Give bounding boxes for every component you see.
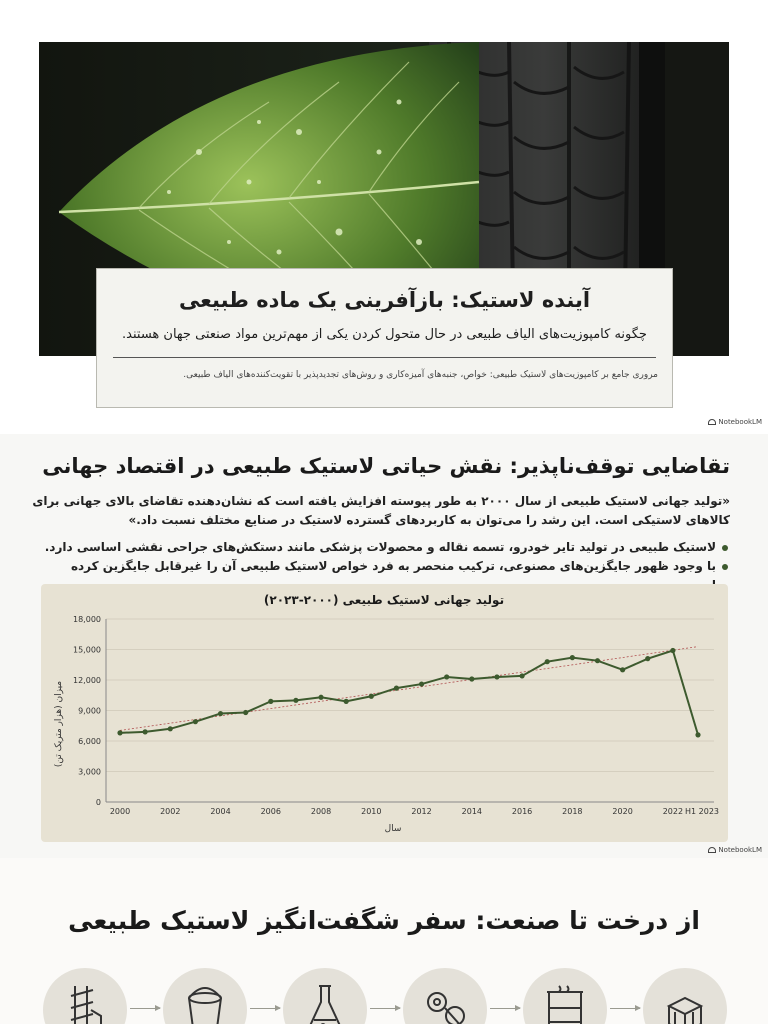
rollers-icon xyxy=(421,982,469,1024)
y-tick-label: 3,000 xyxy=(78,767,101,777)
data-point xyxy=(243,710,248,715)
y-tick-label: 9,000 xyxy=(78,706,101,716)
production-chart xyxy=(41,584,728,842)
y-tick-label: 0 xyxy=(95,798,101,807)
data-point xyxy=(193,719,198,724)
data-point xyxy=(117,730,122,735)
x-tick-label: 2020 xyxy=(612,807,633,816)
data-point xyxy=(595,658,600,663)
y-tick-label: 12,000 xyxy=(73,676,101,685)
arrow-connector xyxy=(250,1008,280,1009)
step-processing xyxy=(283,968,367,1024)
process-section xyxy=(0,858,768,1024)
data-point xyxy=(318,695,323,700)
data-point xyxy=(344,699,349,704)
data-point xyxy=(394,686,399,691)
notebooklm-watermark xyxy=(708,418,762,426)
tree-tapping-icon xyxy=(61,982,109,1024)
notebooklm-icon xyxy=(708,419,716,425)
hero-subtitle: چگونه کامپوزیت‌های الیاف طبیعی در حال متحول کردن یکی از مهم‌ترین مواد صنعتی جهان هستند. xyxy=(122,327,647,342)
data-point xyxy=(695,732,700,737)
step-rolling xyxy=(403,968,487,1024)
section-title: از درخت تا صنعت: سفر شگفت‌انگیز لاستیک طبیعی xyxy=(68,906,700,935)
x-tick-label: 2004 xyxy=(210,807,231,816)
data-point xyxy=(570,655,575,660)
drying-rack-icon xyxy=(541,982,589,1024)
flask-icon xyxy=(301,982,349,1024)
bales-icon xyxy=(661,982,709,1024)
arrow-connector xyxy=(610,1008,640,1009)
arrow-connector xyxy=(370,1008,400,1009)
x-tick-label: 2016 xyxy=(511,807,533,816)
data-point xyxy=(469,676,474,681)
data-point xyxy=(519,673,524,678)
step-tapping xyxy=(43,968,127,1024)
data-point xyxy=(293,698,298,703)
section-title: تقاضایی توقف‌ناپذیر: نقش حیاتی لاستیک طبیعی در اقتصاد جهانی xyxy=(42,454,730,478)
x-tick-label: 2012 xyxy=(411,807,432,816)
step-collecting xyxy=(163,968,247,1024)
step-baling xyxy=(643,968,727,1024)
data-point xyxy=(645,656,650,661)
divider xyxy=(113,357,656,358)
list-item: با وجود ظهور جایگزین‌های مصنوعی، ترکیب منحصر به فرد خواص لاستیک طبیعی آن را غیرقابل جایگزین کرده xyxy=(40,557,730,595)
data-point xyxy=(268,699,273,704)
notebooklm-icon xyxy=(708,847,716,853)
series-line xyxy=(120,651,698,735)
section-quote: «تولید جهانی لاستیک طبیعی از سال ۲۰۰۰ به طور پیوسته افزایش یافته است که نشان‌دهنده تقاضای بالای جهانی برای کالاهای لاستیکی است. این رشد را می‌توان به کاربردهای گسترده لاستیک در صنایع مختلف نسبت داد.» xyxy=(32,494,730,527)
data-point xyxy=(620,667,625,672)
x-tick-label: 2006 xyxy=(260,807,281,816)
data-point xyxy=(218,711,223,716)
arrow-connector xyxy=(490,1008,520,1009)
data-point xyxy=(545,659,550,664)
data-point xyxy=(168,726,173,731)
watermark-text: NotebookLM xyxy=(718,418,762,426)
x-tick-label: 2008 xyxy=(310,807,332,816)
notebooklm-watermark-2 xyxy=(708,846,762,854)
y-axis-label: میزان (هزار متریک تن) xyxy=(54,680,64,768)
chart-svg xyxy=(41,584,728,842)
x-tick-label: 2022 xyxy=(662,807,684,816)
y-tick-label: 18,000 xyxy=(73,615,101,624)
data-point xyxy=(444,674,449,679)
x-tick-label: H1 2023 xyxy=(684,807,720,816)
x-tick-label: 2000 xyxy=(109,807,131,816)
x-tick-label: 2014 xyxy=(461,807,483,816)
hero-card xyxy=(96,268,673,408)
data-point xyxy=(494,674,499,679)
x-tick-label: 2002 xyxy=(160,807,181,816)
step-drying xyxy=(523,968,607,1024)
list-item: لاستیک طبیعی در تولید تایر خودرو، تسمه نقاله و محصولات پزشکی مانند دستکش‌های جراحی نقشی اساسی دارد. xyxy=(40,538,730,557)
data-point xyxy=(369,694,374,699)
x-tick-label: 2018 xyxy=(562,807,583,816)
y-tick-label: 15,000 xyxy=(73,645,101,655)
arrow-connector xyxy=(130,1008,160,1009)
bucket-icon xyxy=(181,982,229,1024)
data-point xyxy=(670,648,675,653)
demand-section xyxy=(0,434,768,858)
x-tick-label: 2010 xyxy=(361,807,382,816)
hero-note: مروری جامع بر کامپوزیت‌های لاستیک طبیعی: خواص، جنبه‌های آمیزه‌کاری و روش‌های تجدیدپذیر با تقویت‌کننده‌های الیاف طبیعی. xyxy=(183,370,658,380)
data-point xyxy=(419,681,424,686)
data-point xyxy=(143,729,148,734)
chart-title: تولید جهانی لاستیک طبیعی (۲۰۰۰-۲۰۲۳) xyxy=(263,593,505,607)
y-tick-label: 6,000 xyxy=(78,737,101,746)
page-title: آینده لاستیک: بازآفرینی یک ماده طبیعی xyxy=(178,288,591,312)
x-axis-label: سال xyxy=(384,824,402,834)
watermark-text: NotebookLM xyxy=(718,846,762,854)
